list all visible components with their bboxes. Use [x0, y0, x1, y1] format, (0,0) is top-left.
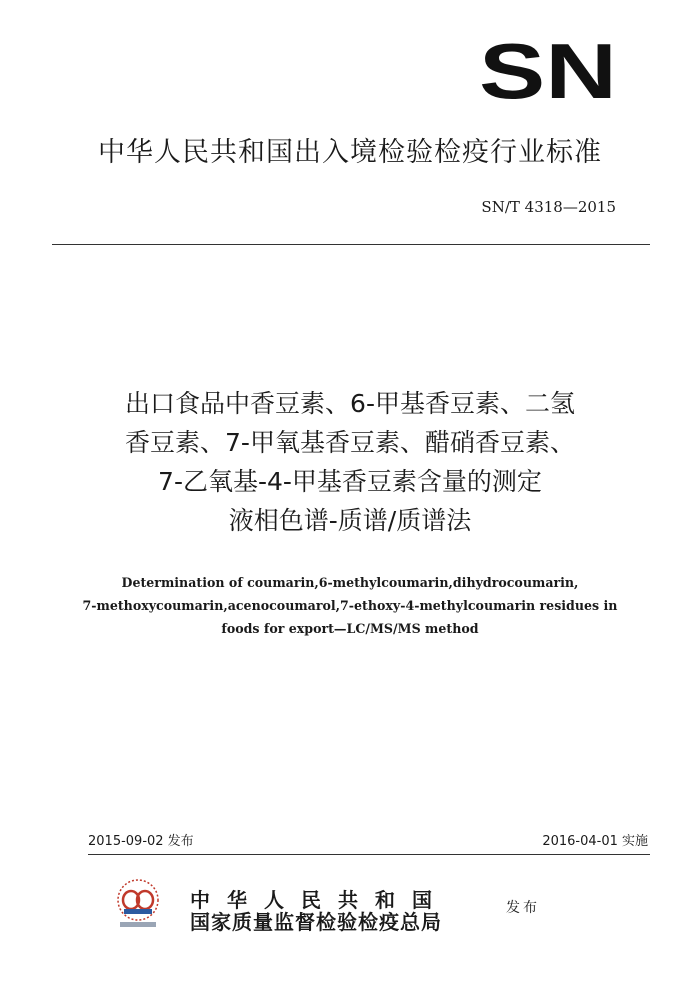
sn-logo-text: SN	[479, 40, 617, 102]
chinese-title-line: 7-乙氧基-4-甲基香豆素含量的测定	[158, 467, 542, 496]
issue-date: 2015-09-02 发布	[88, 834, 194, 849]
aqsiq-emblem-icon	[110, 876, 166, 934]
publisher-line-2: 国家质量监督检验检疫总局	[190, 910, 442, 934]
publisher-line-1: 中华人民共和国	[190, 888, 449, 912]
chinese-title-line: 香豆素、7-甲氧基香豆素、醋硝香豆素、	[125, 428, 575, 457]
bottom-divider	[88, 854, 650, 855]
chinese-title-line: 液相色谱-质谱/质谱法	[228, 506, 472, 535]
top-divider	[52, 244, 650, 245]
english-title-line: Determination of coumarin,6-methylcoumarin,dihydrocoumarin,	[121, 575, 579, 590]
publish-label: 发布	[506, 900, 540, 916]
implementation-date: 2016-04-01 实施	[542, 834, 648, 849]
organization-title: 中华人民共和国出入境检验检疫行业标准	[98, 137, 602, 168]
english-title-line: foods for export—LC/MS/MS method	[221, 621, 479, 636]
chinese-title	[0, 384, 700, 540]
english-title-line: 7-methoxycoumarin,acenocoumarol,7-ethoxy-4-methylcoumarin residues in	[82, 598, 618, 613]
chinese-title-line: 出口食品中香豆素、6-甲基香豆素、二氢	[125, 389, 575, 418]
english-title	[0, 571, 700, 640]
sn-logo	[478, 40, 618, 102]
standard-code: SN/T 4318—2015	[481, 198, 616, 216]
